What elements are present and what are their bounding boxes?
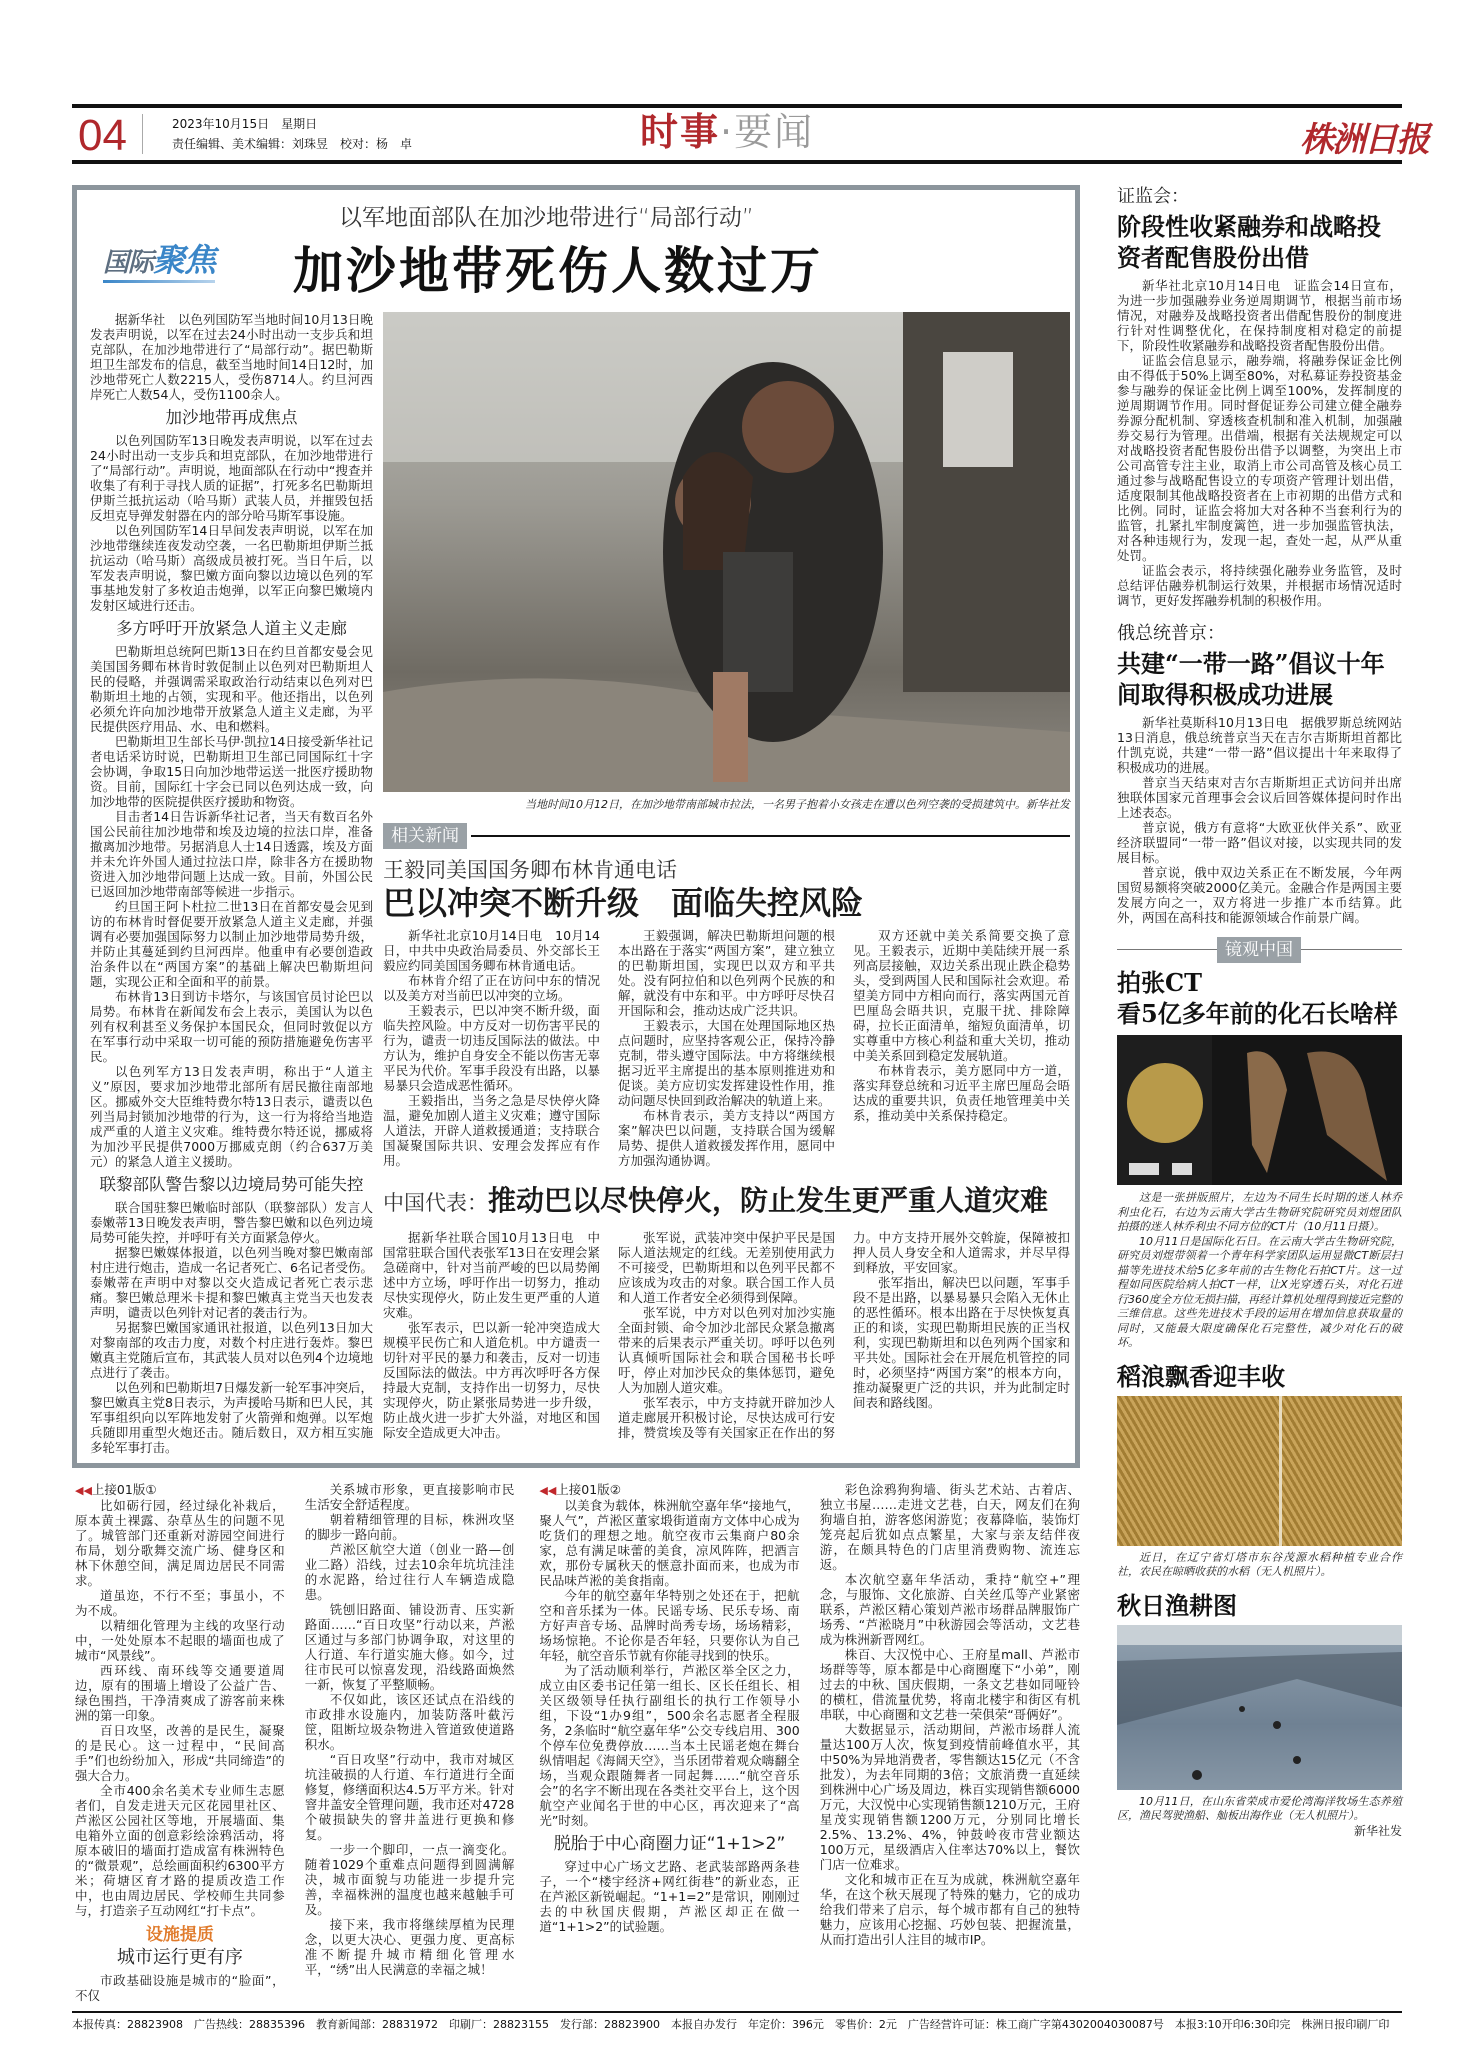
photo-illustration bbox=[383, 312, 1070, 792]
csrc-article bbox=[1117, 185, 1402, 608]
related-news-header bbox=[383, 823, 1070, 849]
paragraph: 张军说，武装冲突中保护平民是国际人道法规定的红线。无差别使用武力不可接受，巴勒斯坦和以色列平民都不应该成为攻击的对象。联合国工作人员和人道工作者安全必须得到保障。 bbox=[618, 1229, 835, 1305]
paragraph: 以精细化管理为主线的攻坚行动中，一处处原本不起眼的墙面也成了城市“风景线”。 bbox=[75, 1618, 285, 1663]
section-title-b: 要闻 bbox=[734, 110, 815, 154]
paragraph: 证监会表示，将持续强化融券业务监管，及时总结评估融券机制运行效果，并根据市场情况适时调节，更好发挥融券机制的积极作用。 bbox=[1117, 563, 1402, 608]
paragraph: 今年的航空嘉年华特别之处还在于，把航空和音乐揉为一体。民谣专场、民乐专场、南方好声音专场、品牌时尚秀专场，场场精彩，场场惊艳。不论你是否年轻，只要你认为自己年轻，航空音乐节就有你能寻找到的快乐。 bbox=[539, 1588, 800, 1663]
ct-caption bbox=[1117, 1191, 1402, 1351]
footer-info: 本报传真：28823908 广告热线：28835396 教育新闻部：28831972 印刷厂：28823155 发行部：28823900 本报自办发行 年定价：396元 零售价：2元 广告经营许可证：株工商广字第4302004030087号 本报3:10开印6:30印完 株洲日报印刷厂印 bbox=[72, 2011, 1402, 2032]
editors: 责任编辑、美术编辑：刘珠昱 校对：杨 卓 bbox=[172, 137, 413, 151]
paragraph: 张军说，中方对以色列对加沙实施全面封锁、命令加沙北部民众紧急撤离带来的后果表示严重关切。呼吁以色列认真倾听国际社会和联合国秘书长呼吁，停止对加沙民众的集体惩罚，避免人为加剧人道灾难。 bbox=[618, 1304, 835, 1395]
mirror-china-banner bbox=[1117, 937, 1402, 963]
putin-body bbox=[1117, 715, 1402, 925]
left-part bbox=[72, 185, 1080, 2003]
paragraph: 据黎巴嫩媒体报道，以色列当晚对黎巴嫩南部村庄进行炮击，造成一名记者死亡、6名记者受伤。泰嫩蒂在声明中对黎以交火造成记者死亡表示悲痛。黎巴嫩总理米卡提和黎巴嫩真主党当天也发表声明，谴责以色列针对记者的袭击行为。 bbox=[90, 1245, 373, 1320]
paragraph: 普京说，俄方有意将“大欧亚伙伴关系”、欧亚经济联盟同“一带一路”倡议对接，以实现共同的发展目标。 bbox=[1117, 820, 1402, 865]
paragraph: 铣刨旧路面、铺设沥青、压实新路面……“百日攻坚”行动以来，芦淞区通过与多部门协调争取，对这里的人行道、车行道实施大修。如今，过往市民可以惊喜发现，沿线路面焕然一新，恢复了平整顺畅。 bbox=[304, 1602, 515, 1692]
fishing-caption-text: 10月11日，在山东省荣成市爱伦湾海洋牧场生态养殖区，渔民驾驶渔船、舢板出海作业（无人机照片）。 bbox=[1117, 1794, 1402, 1822]
paragraph: 巴勒斯坦总统阿巴斯13日在约旦首都安曼会见美国国务卿布林肯时敦促制止以色列对巴勒斯坦人民的侵略，并强调需采取政治行动结束以色列对巴勒斯坦土地的占领，实现和平。他还指出，以色列必须允许向加沙地带开放紧急人道主义走廊，为平民提供医疗用品、水、电和燃料。 bbox=[90, 644, 373, 734]
arrow-icon: ◀◀ bbox=[539, 1484, 557, 1497]
paragraph: 10月11日是国际化石日。在云南大学古生物研究院，研究员刘煜带领着一个青年科学家团队运用显微CT断层扫描等先进技术给5亿多年前的古生物化石拍CT片。这一过程如同医院给病人拍CT一样，让X光穿透石头，对化石进行360度全方位无损扫描，再经计算机处理得到接近完整的三维信息。这些先进技术手段的运用在增加信息获取量的同时，又能最大限度确保化石完整性，减少对化石的破坏。 bbox=[1117, 1234, 1402, 1349]
paragraph: 普京说，俄中双边关系正在不断发展，今年两国贸易额将突破2000亿美元。金融合作是两国主要发展方向之一，双方将进一步推广本币结算。此外，两国在高科技和能源领域合作前景广阔。 bbox=[1117, 865, 1402, 925]
paragraph: 据新华社联合国10月13日电 中国常驻联合国代表张军13日在安理会紧急磋商中，针对当前严峻的巴以局势阐述中方立场，呼吁作出一切努力，推动尽快实现停火，防止发生更严重的人道灾难。 bbox=[383, 1229, 600, 1320]
paragraph: 另据黎巴嫩国家通讯社报道，以色列13日加大对黎南部的攻击力度，对数个村庄进行轰炸。黎巴嫩真主党随后宣布，其武装人员对以色列4个边境地点进行了袭击。 bbox=[90, 1320, 373, 1380]
gaza-photo-caption: 当地时间10月12日，在加沙地带南部城市拉法，一名男子抱着小女孩走在遭以色列空袭的受损建筑中。新华社发 bbox=[525, 798, 1070, 811]
csrc-headline: 阶段性收紧融券和战略投资者配售股份出借 bbox=[1117, 212, 1381, 272]
csrc-kicker: 证监会： bbox=[1117, 186, 1189, 207]
china-rep-heading bbox=[383, 1182, 1070, 1224]
paragraph: 朝着精细管理的目标，株洲攻坚的脚步一路向前。 bbox=[304, 1512, 515, 1542]
paragraph: 张军指出，解决巴以问题，军事手段不是出路，以暴易暴只会陷入无休止的恶性循环。根本出路在于尽快恢复真正的和谈，实现巴勒斯坦民族的正当权利，实现巴勒斯坦和以色列两个国家和平共处。国际社会在开展危机管控的同时，必须坚持“两国方案”的根本方向，推动凝聚更广泛的共识，并为此制定时间表和路线图。 bbox=[853, 1274, 1070, 1410]
continued-label: 上接01版② bbox=[556, 1482, 621, 1497]
lead-paragraph: 据新华社 以色列国防军当地时间10月13日晚发表声明说，以军在过去24小时出动一支步兵和坦克部队，在加沙地带进行了“局部行动”。据巴勒斯坦卫生部发布的信息，截至当地时间14日12时，加沙地带死亡人数2215人，受伤8714人。约旦河西岸死亡人数54人，受伤1100余人。 bbox=[90, 312, 373, 402]
paragraph: 以色列国防军14日早间发表声明说，以军在加沙地带继续连夜发动空袭，一名巴勒斯坦伊斯兰抵抗运动（哈马斯）高级成员被打死。当日午后，以军发表声明说，黎巴嫩方面向黎以边境以色列的军事基地发射了多枚迫击炮弹，以军正向黎巴嫩境内发射区域进行还击。 bbox=[90, 523, 373, 613]
paragraph: 百日攻坚，改善的是民生，凝聚的是民心。这一过程中，“民间高手”们也纷纷加入，形成“共同缔造”的强大合力。 bbox=[75, 1723, 285, 1783]
related-news-tag: 相关新闻 bbox=[383, 823, 467, 849]
paragraph: 以色列国防军13日晚发表声明说，以军在过去24小时出动一支步兵和坦克部队，在加沙地带进行了“局部行动”。声明说，地面部队在行动中“搜查并收集了有利于寻找人质的证据”，打死多名巴勒斯坦伊斯兰抵抗运动（哈马斯）武装人员，并摧毁包括反坦克导弹发射器在内的部分哈马斯军事设施。 bbox=[90, 433, 373, 523]
subhead-commerce: 脱胎于中心商圈力证“1+1>2” bbox=[553, 1834, 786, 1854]
paragraph: 王毅表示，巴以冲突不断升级，面临失控风险。中方反对一切伤害平民的行为，谴责一切违反国际法的做法。中方认为，维护自身安全不能以伤害无辜平民为代价。军事手段没有出路，以暴易暴只会造成恶性循环。 bbox=[383, 1002, 600, 1093]
rice-photo bbox=[1117, 1396, 1402, 1546]
paragraph: 联合国驻黎巴嫩临时部队（联黎部队）发言人泰嫩蒂13日晚发表声明，警告黎巴嫩和以色列边境局势可能失控，并呼吁有关方面紧急停火。 bbox=[90, 1200, 373, 1245]
fishing-caption bbox=[1117, 1795, 1402, 1839]
paragraph: 株百、大汉悦中心、王府星mall、芦淞市场群等等，原本都是中心商圈麾下“小弟”，刚过去的中秋、国庆假期，一条文艺巷如同哑铃的横杠，借流量优势，将南北楼宇和街区有机串联，中心商圈和文艺巷一荣俱荣“哥俩好”。 bbox=[819, 1647, 1080, 1722]
divider bbox=[471, 835, 1070, 837]
paragraph: 接下来，我市将继续厚植为民理念，以更大决心、更强力度、更高标准不断提升城市精细化管理水平，“绣”出人民满意的幸福之城！ bbox=[304, 1917, 515, 1977]
china-rep-kicker: 中国代表： bbox=[383, 1190, 488, 1215]
arrow-icon: ◀◀ bbox=[75, 1484, 92, 1497]
gaza-photo bbox=[383, 312, 1070, 792]
field-path bbox=[1279, 1396, 1282, 1546]
putin-headline: 共建“一带一路”倡议十年间取得积极成功进展 bbox=[1117, 649, 1385, 709]
divider bbox=[142, 114, 143, 154]
paragraph: 道虽迩，不行不至；事虽小，不为不成。 bbox=[75, 1588, 285, 1618]
fishing-photo bbox=[1117, 1625, 1402, 1790]
city-article bbox=[75, 1482, 514, 2003]
section-title-a: 时事 bbox=[640, 110, 721, 154]
paragraph: 全市400余名美术专业师生志愿者们，自发走进天元区花园里社区、芦淞区公园社区等地，开展墙面、集电箱外立面的创意彩绘涂鸦活动，将原本破旧的墙面打造成富有株洲特色的“微景观”，总绘画面积约6300平方米；荷塘区育才路的提质改造工作中，也由周边居民、学校师生共同参与，打造亲子互动网红“打卡点”。 bbox=[75, 1783, 285, 1918]
paragraph: 一步一个脚印，一点一滴变化。随着1029个重难点问题得到圆满解决，城市面貌与功能进一步提升完善，幸福株洲的温度也越来越触手可及。 bbox=[304, 1842, 515, 1917]
paragraph: 这是一张拼版照片，左边为不同生长时期的迷人林乔利虫化石，右边为云南大学古生物研究院研究员刘煜团队拍摄的迷人林乔利虫不同方位的CT片（10月11日摄）。 bbox=[1117, 1191, 1402, 1233]
carnival-article bbox=[539, 1482, 1080, 1947]
ct-headline-2: 看5亿多年前的化石长啥样 bbox=[1117, 999, 1398, 1028]
paragraph: 布林肯表示，美方愿同中方一道，落实拜登总统和习近平主席巴厘岛会晤达成的重要共识，负责任地管理美中关系，推动美中关系保持稳定。 bbox=[853, 1062, 1070, 1123]
mirror-china-tag: 镜观中国 bbox=[1217, 937, 1301, 963]
main-article-header bbox=[90, 190, 1070, 312]
main-kicker: 以军地面部队在加沙地带进行“局部行动” bbox=[339, 205, 754, 231]
paragraph: 约旦国王阿卜杜拉二世13日在首都安曼会见到访的布林肯时督促要开放紧急人道主义走廊，并强调有必要加强国际努力以制止加沙地带局势升级，并防止其蔓延到约旦河西岸。他重申有必要创造政治条件以在“两国方案”的基础上解决巴勒斯坦问题，实现公正和全面和平的前景。 bbox=[90, 899, 373, 989]
bottom-articles bbox=[72, 1482, 1080, 2003]
column-logo bbox=[103, 235, 215, 281]
fishing-headline: 秋日渔耕图 bbox=[1117, 1590, 1237, 1620]
paragraph: 以色列和巴勒斯坦7日爆发新一轮军事冲突后，黎巴嫩真主党8日表示，为声援哈马斯和巴人民，其军事组织向以军阵地发射了火箭弹和炮弹。以军炮兵随即用重型火炮还击。随后数日，双方相互实施多轮军事打击。 bbox=[90, 1380, 373, 1455]
page-layout bbox=[72, 185, 1402, 2032]
paragraph: 新华社北京10月14日电 证监会14日宣布，为进一步加强融券业务逆周期调节，根据当前市场情况，对融券及战略投资者出借配售股份的制度进行针对性调整优化，在保持制度相对稳定的前提下，阶段性收紧融券和战略投资者配售股份出借。 bbox=[1117, 278, 1402, 353]
subhead-city: 城市运行更有序 bbox=[116, 1947, 243, 1968]
paragraph: 新华社莫斯科10月13日电 据俄罗斯总统网站13日消息，俄总统普京当天在吉尔吉斯斯坦首都比什凯克说，共建“一带一路”倡议提出十年来取得了积极成功的进展。 bbox=[1117, 715, 1402, 775]
section-heading: 多方呼吁开放紧急人道主义走廊 bbox=[116, 619, 347, 638]
putin-article bbox=[1117, 622, 1402, 925]
subhead-facility: 设施提质 bbox=[145, 1925, 214, 1945]
paragraph: 彩色涂鸦狗狗墙、街头艺术站、古着店、独立书屋……走进文艺巷，白天，网友们在狗狗墙自拍，游客悠闲游览；夜幕降临，装饰灯笼亮起后犹如点点繁星，大家与亲友结伴夜游，在颇具特色的门店里消费购物、流连忘返。 bbox=[819, 1482, 1080, 1572]
continued-label: 上接01版① bbox=[91, 1482, 157, 1497]
paragraph: 市政基础设施是城市的“脸面”，不仅 bbox=[75, 1973, 285, 2003]
paragraph: 王毅表示，大国在处理国际地区热点问题时，应坚持客观公正，保持冷静克制，带头遵守国际法。中方将继续根据习近平主席提出的基本原则推进劝和促谈。美方应切实发挥建设性作用，推动问题尽快回到政治解决的轨道上来。 bbox=[618, 1017, 835, 1108]
continued-marker bbox=[539, 1482, 799, 1498]
photo-illustration bbox=[1117, 1035, 1402, 1185]
right-column bbox=[1117, 185, 1402, 1838]
paragraph: 穿过中心广场文艺路、老武装部路两条巷子，一个“楼宇经济+网红街巷”的新业态，正在芦淞区新锐崛起。“1+1=2”是常识，刚刚过去的中秋国庆假期，芦淞区却正在做一道“1+1>2”的试验题。 bbox=[539, 1859, 800, 1934]
bottom-rule bbox=[72, 160, 1402, 164]
paragraph: 目击者14日告诉新华社记者，当天有数百名外国公民前往加沙地带和埃及边境的拉法口岸，准备撤离加沙地带。另据消息人士14日透露，埃及方面并未允许外国人通过拉法口岸，除非各方在援助物资进入加沙地带问题上达成一致。目前，外国公民已返回加沙地带南部等候进一步指示。 bbox=[90, 809, 373, 899]
paragraph: 文化和城市正在互为成就，株洲航空嘉年华，在这个秋天展现了特殊的魅力，它的成功给我们带来了启示，每个城市都有自己的独特魅力，应该用心挖掘、巧妙包装、把握流量，从而打造出引人注目的城市IP。 bbox=[819, 1872, 1080, 1947]
paragraph: 关系城市形象，更直接影响市民生活安全舒适程度。 bbox=[304, 1482, 515, 1512]
paragraph: 巴勒斯坦卫生部长马伊·凯拉14日接受新华社记者电话采访时说，巴勒斯坦卫生部已同国际红十字会协调，争取15日向加沙地带运送一批医疗援助物资。目前，国际红十字会已同以色列达成一致，向加沙地带的医院提供医疗援助和物资。 bbox=[90, 734, 373, 809]
paragraph: 以美食为载体，株洲航空嘉年华“接地气，聚人气”，芦淞区董家塅街道南方文体中心成为吃货们的理想之地。航空夜市云集商户80余家，总有满足味蕾的美食，凉风阵阵，把酒言欢，那份专属秋天的惬意扑面而来，也成为市民品味芦淞的美食指南。 bbox=[539, 1498, 800, 1588]
paragraph: 张军表示，中方支持就开辟加沙人道走廊展开积极讨论，尽快达成可行安排，赞赏埃及等有关国家正在作出的努力。中方支持开展外交斡旋，保障被扣押人员人身安全和人道需求，并尽早得到释放，平安回家。 bbox=[618, 1229, 1070, 1440]
fossil-photo bbox=[1117, 1035, 1402, 1185]
section-dot: · bbox=[720, 110, 735, 154]
china-rep-headline: 推动巴以尽快停火，防止发生更严重人道灾难 bbox=[488, 1183, 1049, 1217]
paragraph: 布林肯表示，美方支持以“两国方案”解决巴以问题，支持联合国为缓解局势、提供人道救援发挥作用，愿同中方加强沟通协调。 bbox=[618, 1107, 835, 1168]
paragraph: 张军表示，巴以新一轮冲突造成大规模平民伤亡和人道危机。中方谴责一切针对平民的暴力和袭击，反对一切违反国际法的做法。中方再次呼吁各方保持最大克制，支持作出一切努力，尽快实现停火，防止紧张局势进一步升级，防止战火进一步扩大外溢，对地区和国际安全造成更大冲击。 bbox=[383, 1319, 600, 1440]
main-article-grid bbox=[90, 312, 1070, 1455]
section-title bbox=[640, 110, 814, 154]
page-number: 04 bbox=[78, 111, 127, 160]
main-article-frame bbox=[72, 185, 1080, 1468]
paragraph: 以色列军方13日发表声明，称出于“人道主义”原因，要求加沙地带北部所有居民撤往南部地区。挪威外交大臣维特费尔特13日表示，谴责以色列当局封锁加沙地带的行为，这一行为将给当地造成严重的人道主义灾难。维特费尔特还说，挪威将为加沙平民提供7000万挪威克朗（约合637万美元）的紧急人道主义援助。 bbox=[90, 1064, 373, 1169]
paragraph: “百日攻坚”行动中，我市对城区坑洼破损的人行道、车行道进行全面修复，修缮面积达4.5万平方米。针对窨井盖安全管理问题，我市还对4728个破损缺失的窨井盖进行更换和修复。 bbox=[304, 1752, 515, 1842]
paragraph: 布林肯介绍了正在访问中东的情况以及美方对当前巴以冲突的立场。 bbox=[383, 972, 600, 1003]
paragraph: 王毅强调，解决巴勒斯坦问题的根本出路在于落实“两国方案”，建立独立的巴勒斯坦国，实现巴以双方和平共处。没有阿拉伯和以色列两个民族的和解，就没有中东和平。中方呼吁尽快召开国际和会，推动达成广泛共识。 bbox=[618, 927, 835, 1018]
carnival-article-part2 bbox=[820, 1482, 1080, 1947]
paragraph: 西环线、南环线等交通要道周边，原有的围墙上增设了公益广告、绿色围挡，干净清爽成了游客前来株洲的第一印象。 bbox=[75, 1663, 285, 1723]
rice-caption-text: 近日，在辽宁省灯塔市东谷茂源水稻种植专业合作社，农民在晾晒收获的水稻（无人机照片）。 bbox=[1117, 1550, 1402, 1578]
paragraph: 不仅如此，该区还试点在沿线的市政排水设施内，加装防落叶截污筐，阻断垃圾杂物进入管道致使道路积水。 bbox=[304, 1692, 515, 1752]
paragraph: 王毅指出，当务之急是尽快停火降温，避免加剧人道主义灾难；遵守国际人道法，开辟人道救援通道；支持联合国凝聚国际共识、安理会发挥应有作用。 bbox=[383, 1092, 600, 1168]
paragraph: 比如砺行园，经过绿化补栽后，原本黄土裸露、杂草丛生的问题不见了。城管部门还重新对游园空间进行布局，划分歌舞交流广场、健身区和林下休憩空间，满足周边居民不同需求。 bbox=[75, 1498, 285, 1588]
paragraph: 本次航空嘉年华活动，秉持“航空+”理念，与服饰、文化旅游、白关丝瓜等产业紧密联系，芦淞区精心策划芦淞市场群品牌服饰广场秀、“芦淞晓月”中秋游园会等活动，文艺巷成为株洲新晋网红。 bbox=[819, 1572, 1080, 1647]
section-heading: 加沙地带再成焦点 bbox=[165, 408, 298, 427]
main-headline: 加沙地带死伤人数过万 bbox=[293, 242, 823, 300]
rice-caption bbox=[1117, 1551, 1402, 1580]
rice-headline: 稻浪飘香迎丰收 bbox=[1117, 1361, 1285, 1391]
paragraph: 布林肯13日到访卡塔尔，与该国官员讨论巴以局势。布林肯在新闻发布会上表示，美国认为以色列有权利甚至义务保护本国民众，但同时敦促以方在军事行动中采取一切可能的预防措施避免伤害平民。 bbox=[90, 989, 373, 1064]
putin-kicker: 俄总统普京： bbox=[1117, 623, 1225, 644]
photo-illustration bbox=[1117, 1625, 1402, 1790]
paragraph: 双方还就中美关系简要交换了意见。王毅表示，近期中美陆续开展一系列高层接触，双边关系出现止跌企稳势头，受到两国人民和国际社会欢迎。希望美方同中方相向而行，落实两国元首巴厘岛会晤共识，克服干扰、排除障碍，拉长正面清单，缩短负面清单，切实尊重中方核心利益和重大关切，推动中美关系回到稳定发展轨道。 bbox=[853, 927, 1070, 1063]
paragraph: 普京当天结束对吉尔吉斯斯坦正式访问并出席独联体国家元首理事会会议后回答媒体提问时作出上述表态。 bbox=[1117, 775, 1402, 820]
ct-headline-1: 拍张CT bbox=[1117, 968, 1202, 997]
main-article-right bbox=[383, 312, 1070, 1440]
china-rep-article-body bbox=[383, 1230, 1070, 1440]
paragraph: 证监会信息显示，融券端，将融券保证金比例由不得低于50%上调至80%，对私募证券投资基金参与融券的保证金比例上调至100%，发挥制度的逆周期调节作用。同时督促证券公司建立健全融券券源分配机制、穿透核查机制和准入机制，加强融券交易行为管理。出借端，根据有关法规规定可以对战略投资者配售股份出借予以调整，为突出上市公司高管专注主业，取消上市公司高管及核心员工通过参与战略配售设立的专项资产管理计划出借，适度限制其他战略投资者在上市初期的出借方式和比例。同时，证监会将加大对各种不当套利行为的监管，扎紧扎牢制度篱笆，进一步加强监管执法，对各种违规行为，发现一起，查处一起，从严从重处罚。 bbox=[1117, 353, 1402, 563]
wangyi-headline: 巴以冲突不断升级 面临失控风险 bbox=[383, 883, 864, 922]
continued-marker bbox=[75, 1482, 285, 1498]
issue-date: 2023年10月15日 星期日 bbox=[172, 117, 318, 131]
paragraph: 新华社北京10月14日电 10月14日，中共中央政治局委员、外交部长王毅应约同美国国务卿布林肯通电话。 bbox=[383, 927, 600, 973]
city-article-part2 bbox=[305, 1482, 515, 1977]
ct-article bbox=[1117, 967, 1402, 1029]
paragraph: 为了活动顺利举行，芦淞区举全区之力，成立由区委书记任第一组长、区长任组长、相关区级领导任执行副组长的执行工作领导小组，下设“1办9组”，500余名志愿者全程服务，2条临时“航空嘉年华”公交专线启用、300个停车位免费停放……当本土民谣老炮在舞台纵情唱起《海阔天空》，当乐团带着观众嗨翻全场，当观众跟随舞者一同起舞……“航空音乐会”的名字不断出现在各类社交平台上，这个因航空产业闻名于世的中心区，再次迎来了“高光”时刻。 bbox=[539, 1663, 800, 1828]
column-logo-b: 聚焦 bbox=[153, 241, 216, 279]
wangyi-article-body bbox=[383, 928, 1070, 1168]
newspaper-logo: 株洲日报 bbox=[1300, 120, 1428, 160]
paragraph: 大数据显示，活动期间，芦淞市场群人流量达100万人次，恢复到疫情前峰值水平，其中50%为异地消费者，零售额达15亿元（不含批发），为去年同期的3倍；文旅消费一直延续到株洲中心广场及周边，株百实现销售额6000万元，大汉悦中心实现销售额1210万元，王府星茂实现销售额1200万元，分别同比增长2.5%、13.2%、4%，钟鼓岭夜市营业额达100万元，星级酒店入住率达70%以上，餐饮门店一位难求。 bbox=[819, 1722, 1080, 1872]
wangyi-kicker: 王毅同美国国务卿布林肯通电话 bbox=[383, 857, 677, 882]
content-row bbox=[72, 185, 1402, 2003]
csrc-body bbox=[1117, 278, 1402, 608]
carnival-article-part1 bbox=[539, 1498, 799, 1828]
photo-credit: 新华社发 bbox=[1353, 1823, 1402, 1838]
paragraph: 芦淞区航空大道（创业一路—创业二路）沿线，过去10余年坑坑洼洼的水泥路，给过往行人车辆造成隐患。 bbox=[304, 1542, 515, 1602]
top-rule bbox=[72, 104, 1402, 108]
section-heading: 联黎部队警告黎以边境局势可能失控 bbox=[99, 1175, 364, 1194]
city-article-part1 bbox=[75, 1498, 285, 1918]
column-logo-a: 国际 bbox=[103, 248, 154, 278]
main-article-body bbox=[90, 312, 373, 1455]
